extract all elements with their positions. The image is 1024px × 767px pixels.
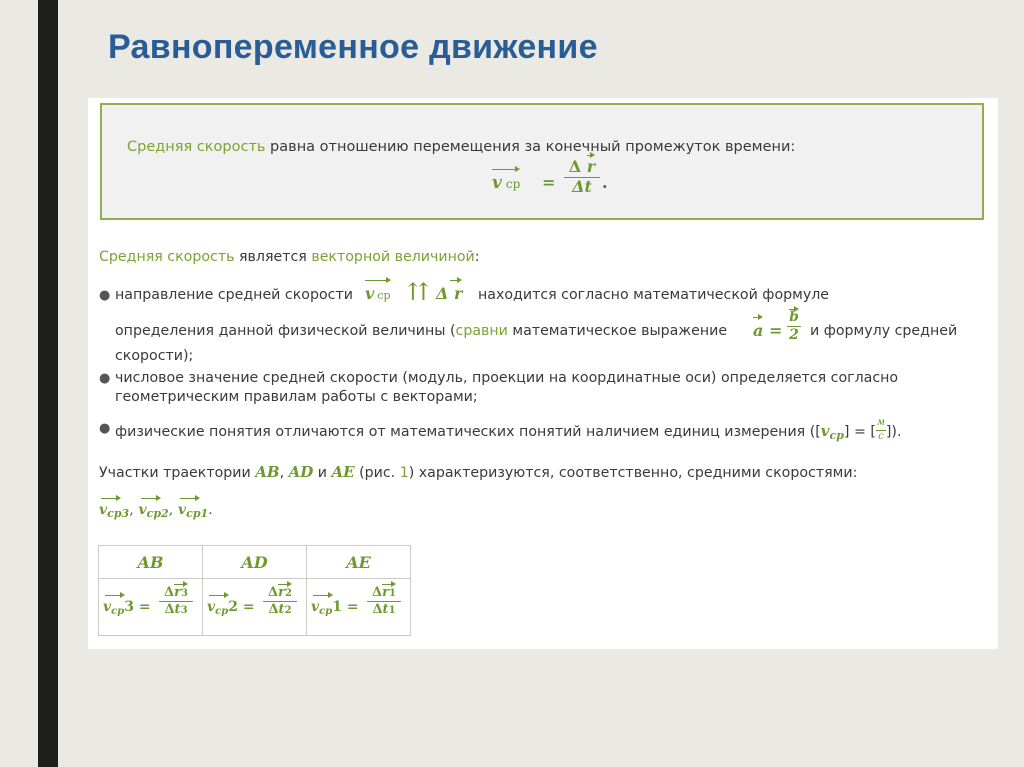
vector-arrow-icon — [492, 164, 520, 174]
table-cell-ab — [99, 579, 203, 636]
segment-ad: AD — [288, 463, 314, 481]
bullet1-a-vector: a = — [753, 321, 782, 340]
bullet-icon: ● — [99, 421, 111, 436]
bullet1-fraction: b 2 — [787, 310, 801, 342]
vector-quantity-link[interactable]: векторной величиной — [311, 249, 475, 265]
vector-arrow-icon — [365, 275, 391, 285]
table-cell-ae — [307, 579, 411, 636]
vector-arrow-icon — [278, 579, 292, 589]
velocity-v1: $v_{ср1}$ — [178, 502, 208, 518]
vector-arrow-icon — [141, 493, 161, 503]
formula-r-vector: r — [587, 159, 595, 176]
bullet3-unit-fraction: $\frac{м}{с}$ — [876, 417, 886, 442]
intro-term-link[interactable]: Средняя скорость — [99, 249, 235, 265]
definition-box — [100, 103, 984, 220]
definition-text — [127, 139, 795, 155]
velocity-v3: $v_{ср3}$ — [99, 502, 129, 518]
bullet3-v-symbol: $v_{ср}$ — [820, 422, 844, 442]
codirectional-arrows-icon: ⇈ — [408, 278, 427, 306]
slide-title: Равнопеременное движение — [108, 28, 598, 66]
formula-end: . — [602, 173, 608, 192]
segment-velocities: $v_{ср3}$ , $v_{ср2}$ , $v_{ср1}$ . — [99, 502, 213, 518]
table-header-ab: AB — [99, 546, 203, 579]
compare-link[interactable]: сравни — [455, 323, 508, 339]
formula-lhs — [492, 173, 520, 193]
table-header-row — [99, 546, 411, 579]
cell-lhs: $v_{ср}2$ = — [207, 599, 255, 615]
table-row — [99, 579, 411, 636]
cell-lhs: $v_{ср}1$ = — [311, 599, 359, 615]
bullet1-delta-r: Δ r — [436, 284, 462, 303]
segment-ae: AE — [331, 463, 355, 481]
bullet3-line: физические понятия отличаются от математических понятий наличием единиц измерения ($[v_{ср}]$ = [ $\frac{м}{с}$ ]). — [115, 417, 902, 442]
bullet2-line2: геометрическим правилам работы с векторами; — [115, 389, 478, 405]
vector-arrow-icon — [313, 590, 333, 600]
bullet2-line1: числовое значение средней скорости (модуль, проекции на координатные оси) определяется согласно — [115, 370, 899, 386]
left-accent-bar — [38, 0, 58, 767]
cell-fraction: Δr3 Δt3 — [159, 586, 193, 616]
formula-lhs-vector: v ср — [492, 173, 520, 193]
segment-ab: AB — [255, 463, 280, 481]
formula-fraction: Δ r Δt — [564, 159, 600, 196]
vector-arrow-icon — [450, 275, 462, 285]
segments-line: Участки траектории AB, AD и AE (рис. 1) характеризуются, соответственно, средними скоростями: — [99, 463, 858, 481]
bullet1-line2-end: и формулу средней — [810, 323, 958, 339]
vector-arrow-icon — [209, 590, 229, 600]
bullet1-line2: определения данной физической величины (сравни математическое выражение — [115, 323, 728, 339]
bullet1-v-vector: v ср — [365, 284, 391, 303]
vector-arrow-icon — [180, 493, 200, 503]
vector-arrow-icon — [753, 312, 763, 322]
bullet1-line1-end: находится согласно математической формуле — [478, 287, 830, 303]
vector-arrow-icon — [789, 304, 799, 310]
vector-arrow-icon — [382, 579, 396, 589]
vector-arrow-icon — [105, 590, 125, 600]
vector-arrow-icon — [587, 150, 595, 160]
table-cell-ad — [203, 579, 307, 636]
cell-fraction: Δr2 Δt2 — [263, 586, 297, 616]
cell-fraction: Δr1 Δt1 — [367, 586, 401, 616]
bullet-icon: ● — [99, 288, 111, 303]
velocity-table — [98, 545, 411, 636]
bullet1-line3: скорости); — [115, 348, 194, 364]
bullet-icon: ● — [99, 371, 111, 386]
table-header-ae: AE — [307, 546, 411, 579]
vector-arrow-icon — [174, 579, 188, 589]
vector-arrow-icon — [101, 493, 121, 503]
intro-line: Средняя скорость является векторной величиной: — [99, 249, 480, 265]
content-panel — [88, 98, 998, 649]
table-header-ad: AD — [203, 546, 307, 579]
bullet1-line1-start: направление средней скорости — [115, 287, 353, 303]
definition-term-link[interactable]: Средняя скорость — [127, 139, 266, 155]
velocity-v2: $v_{ср2}$ — [139, 502, 169, 518]
definition-body: равна отношению перемещения за конечный промежуток времени: — [265, 139, 796, 155]
cell-lhs: $v_{ср}3$ = — [103, 599, 151, 615]
formula-equals: = — [542, 173, 556, 192]
figure-link[interactable]: 1 — [399, 465, 409, 481]
